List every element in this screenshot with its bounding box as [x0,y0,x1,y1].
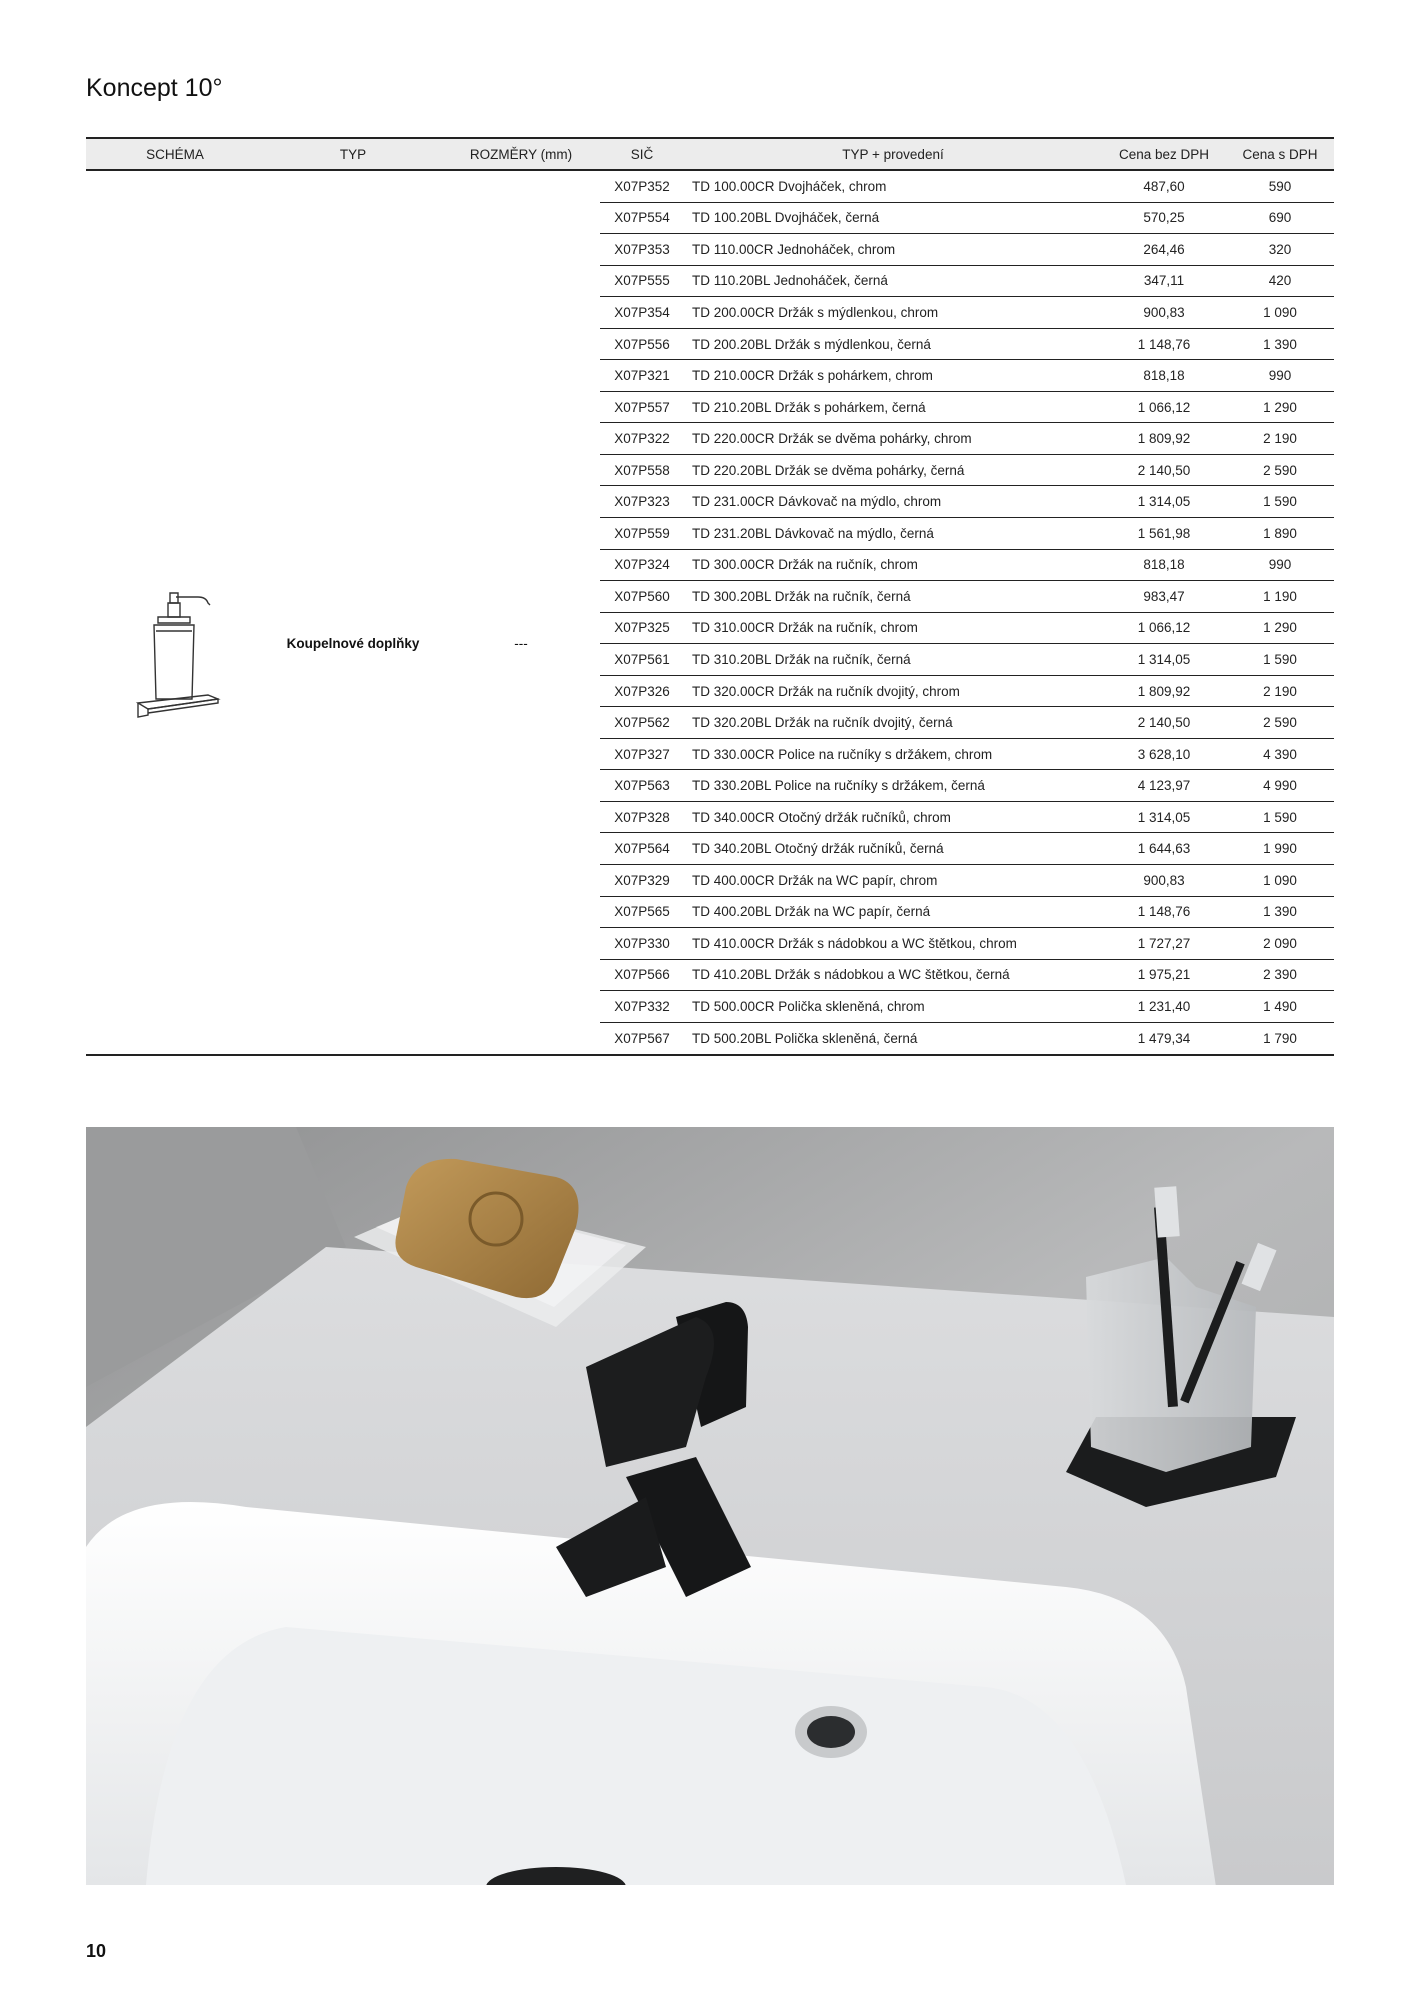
product-code: X07P555 [614,273,670,289]
table-row [600,707,1334,739]
bathroom-photo [86,1127,1334,1885]
product-name: TD 320.00CR Držák na ručník dvojitý, chrom [692,683,960,699]
product-code: X07P352 [614,178,670,194]
price-without-vat: 1 148,76 [1137,336,1191,352]
price-table [86,137,1334,1056]
product-name: TD 210.00CR Držák s pohárkem, chrom [692,368,933,384]
product-code: X07P556 [614,336,670,352]
product-name: TD 310.00CR Držák na ručník, chrom [692,620,918,636]
product-name: TD 200.00CR Držák s mýdlenkou, chrom [692,304,939,320]
header-typ: TYP [339,146,367,162]
table-row [600,865,1334,897]
product-name: TD 340.20BL Otočný držák ručníků, černá [692,841,944,857]
product-code: X07P326 [614,683,670,699]
header-sic: SIČ [630,146,654,162]
product-code: X07P563 [614,778,670,794]
table-row [600,960,1334,992]
product-code: X07P554 [614,210,670,226]
table-row [600,423,1334,455]
table-row [600,991,1334,1023]
table-row [600,581,1334,613]
price-with-vat: 2 190 [1263,431,1297,447]
price-without-vat: 1 066,12 [1137,399,1191,415]
product-code: X07P558 [614,462,670,478]
product-code: X07P560 [614,588,670,604]
product-name: TD 410.00CR Držák s nádobkou a WC štětkou, chrom [692,935,1017,951]
product-name: TD 100.20BL Dvojháček, černá [692,210,880,226]
price-without-vat: 900,83 [1143,304,1185,320]
header-cena-s-dph: Cena s DPH [1242,146,1318,162]
price-without-vat: 1 809,92 [1137,431,1191,447]
price-with-vat: 1 290 [1263,399,1297,415]
table-row [600,676,1334,708]
table-row [600,266,1334,298]
price-without-vat: 983,47 [1143,588,1185,604]
price-without-vat: 900,83 [1143,872,1185,888]
product-name: TD 500.00CR Polička skleněná, chrom [692,998,925,1014]
price-without-vat: 1 314,05 [1137,809,1191,825]
price-with-vat: 2 090 [1263,935,1297,951]
price-with-vat: 990 [1268,557,1292,573]
header-rozmery: ROZMĚRY (mm) [469,146,573,162]
price-with-vat: 2 390 [1263,967,1297,983]
price-with-vat: 590 [1268,178,1292,194]
table-row [600,518,1334,550]
product-code: X07P565 [614,904,670,920]
price-without-vat: 1 314,05 [1137,494,1191,510]
price-without-vat: 487,60 [1143,178,1185,194]
header-provedeni: TYP + provedení [842,146,944,162]
product-code: X07P328 [614,809,670,825]
product-code: X07P562 [614,715,670,731]
price-with-vat: 1 990 [1263,841,1297,857]
product-name: TD 330.00CR Police na ručníky s držákem, chrom [692,746,993,762]
table-row [600,897,1334,929]
typ-cell [264,171,442,1054]
price-without-vat: 3 628,10 [1137,746,1191,762]
table-row [600,455,1334,487]
product-name: TD 410.20BL Držák s nádobkou a WC štětkou, černá [692,967,1010,983]
table-row [600,1023,1334,1055]
table-row [600,297,1334,329]
product-code: X07P323 [614,494,670,510]
product-name: TD 100.00CR Dvojháček, chrom [692,178,887,194]
product-name: TD 220.00CR Držák se dvěma pohárky, chrom [692,431,972,447]
product-name: TD 310.20BL Držák na ručník, černá [692,651,911,667]
group-cells [86,171,600,1054]
product-code: X07P564 [614,841,670,857]
product-name: TD 231.20BL Dávkovač na mýdlo, černá [692,525,934,541]
schema-cell [86,171,264,1054]
price-without-vat: 1 644,63 [1137,841,1191,857]
table-body [86,171,1334,1054]
table-row [600,739,1334,771]
product-name: TD 110.20BL Jednoháček, černá [692,273,888,289]
price-with-vat: 1 590 [1263,494,1297,510]
table-row [600,392,1334,424]
group-typ-label: Koupelnové doplňky [286,636,420,651]
price-without-vat: 1 561,98 [1137,525,1191,541]
soap-dispenser-schema-icon [124,583,234,733]
price-without-vat: 1 727,27 [1137,935,1191,951]
price-without-vat: 4 123,97 [1137,778,1191,794]
product-code: X07P354 [614,304,670,320]
price-without-vat: 1 148,76 [1137,904,1191,920]
product-name: TD 231.00CR Dávkovač na mýdlo, chrom [692,494,942,510]
price-with-vat: 1 090 [1263,872,1297,888]
product-code: X07P566 [614,967,670,983]
product-name: TD 400.00CR Držák na WC papír, chrom [692,872,938,888]
header-cena-bez-dph: Cena bez DPH [1118,146,1210,162]
price-without-vat: 818,18 [1143,368,1185,384]
price-without-vat: 570,25 [1143,210,1185,226]
product-code: X07P330 [614,935,670,951]
price-with-vat: 1 590 [1263,651,1297,667]
table-row [600,770,1334,802]
product-code: X07P321 [614,368,670,384]
price-with-vat: 1 590 [1263,809,1297,825]
table-row [600,203,1334,235]
table-row [600,171,1334,203]
price-without-vat: 1 066,12 [1137,620,1191,636]
price-without-vat: 1 809,92 [1137,683,1191,699]
table-row [600,550,1334,582]
table-row [600,928,1334,960]
table-row [600,329,1334,361]
product-name: TD 320.20BL Držák na ručník dvojitý, černá [692,715,953,731]
product-name: TD 220.20BL Držák se dvěma pohárky, černá [692,462,965,478]
table-row [600,613,1334,645]
price-without-vat: 347,11 [1143,273,1185,289]
product-code: X07P332 [614,998,670,1014]
price-with-vat: 2 590 [1263,715,1297,731]
price-without-vat: 264,46 [1143,241,1185,257]
price-with-vat: 1 290 [1263,620,1297,636]
product-code: X07P559 [614,525,670,541]
product-code: X07P329 [614,872,670,888]
group-rozmery-label: --- [514,636,528,651]
price-without-vat: 1 231,40 [1137,998,1191,1014]
price-without-vat: 1 479,34 [1137,1031,1191,1047]
table-row [600,644,1334,676]
price-with-vat: 1 090 [1263,304,1297,320]
product-code: X07P327 [614,746,670,762]
table-row [600,802,1334,834]
table-row [600,486,1334,518]
page-number: 10 [86,1941,107,1961]
table-row [600,234,1334,266]
product-code: X07P324 [614,557,670,573]
product-code: X07P567 [614,1031,670,1047]
bathroom-sink-image [86,1127,1334,1885]
product-name: TD 210.20BL Držák s pohárkem, černá [692,399,926,415]
product-name: TD 330.20BL Police na ručníky s držákem, černá [692,778,985,794]
price-without-vat: 2 140,50 [1137,715,1191,731]
header-schema: SCHÉMA [146,146,204,162]
product-name: TD 300.20BL Držák na ručník, černá [692,588,911,604]
product-code: X07P353 [614,241,670,257]
product-code: X07P322 [614,431,670,447]
price-with-vat: 4 990 [1263,778,1297,794]
price-with-vat: 1 490 [1263,998,1297,1014]
page-title: Koncept 10° [86,74,223,102]
product-code: X07P561 [614,651,670,667]
price-with-vat: 420 [1268,273,1292,289]
price-with-vat: 1 390 [1263,336,1297,352]
product-code: X07P557 [614,399,670,415]
price-without-vat: 1 314,05 [1137,651,1191,667]
price-with-vat: 990 [1268,368,1292,384]
price-without-vat: 2 140,50 [1137,462,1191,478]
price-with-vat: 4 390 [1263,746,1297,762]
price-without-vat: 1 975,21 [1137,967,1191,983]
price-with-vat: 1 790 [1263,1031,1297,1047]
price-with-vat: 2 590 [1263,462,1297,478]
table-row [600,833,1334,865]
table-rows [600,171,1334,1054]
price-with-vat: 1 390 [1263,904,1297,920]
table-row [600,360,1334,392]
product-name: TD 500.20BL Polička skleněná, černá [692,1031,918,1047]
price-with-vat: 1 890 [1263,525,1297,541]
rozmery-cell [442,171,600,1054]
price-with-vat: 320 [1268,241,1292,257]
price-with-vat: 690 [1268,210,1292,226]
product-name: TD 110.00CR Jednoháček, chrom [692,241,896,257]
price-with-vat: 2 190 [1263,683,1297,699]
price-without-vat: 818,18 [1143,557,1185,573]
product-name: TD 340.00CR Otočný držák ručníků, chrom [692,809,951,825]
product-code: X07P325 [614,620,670,636]
product-name: TD 300.00CR Držák na ručník, chrom [692,557,918,573]
table-header [86,139,1334,171]
product-name: TD 200.20BL Držák s mýdlenkou, černá [692,336,931,352]
price-with-vat: 1 190 [1263,588,1297,604]
product-name: TD 400.20BL Držák na WC papír, černá [692,904,931,920]
